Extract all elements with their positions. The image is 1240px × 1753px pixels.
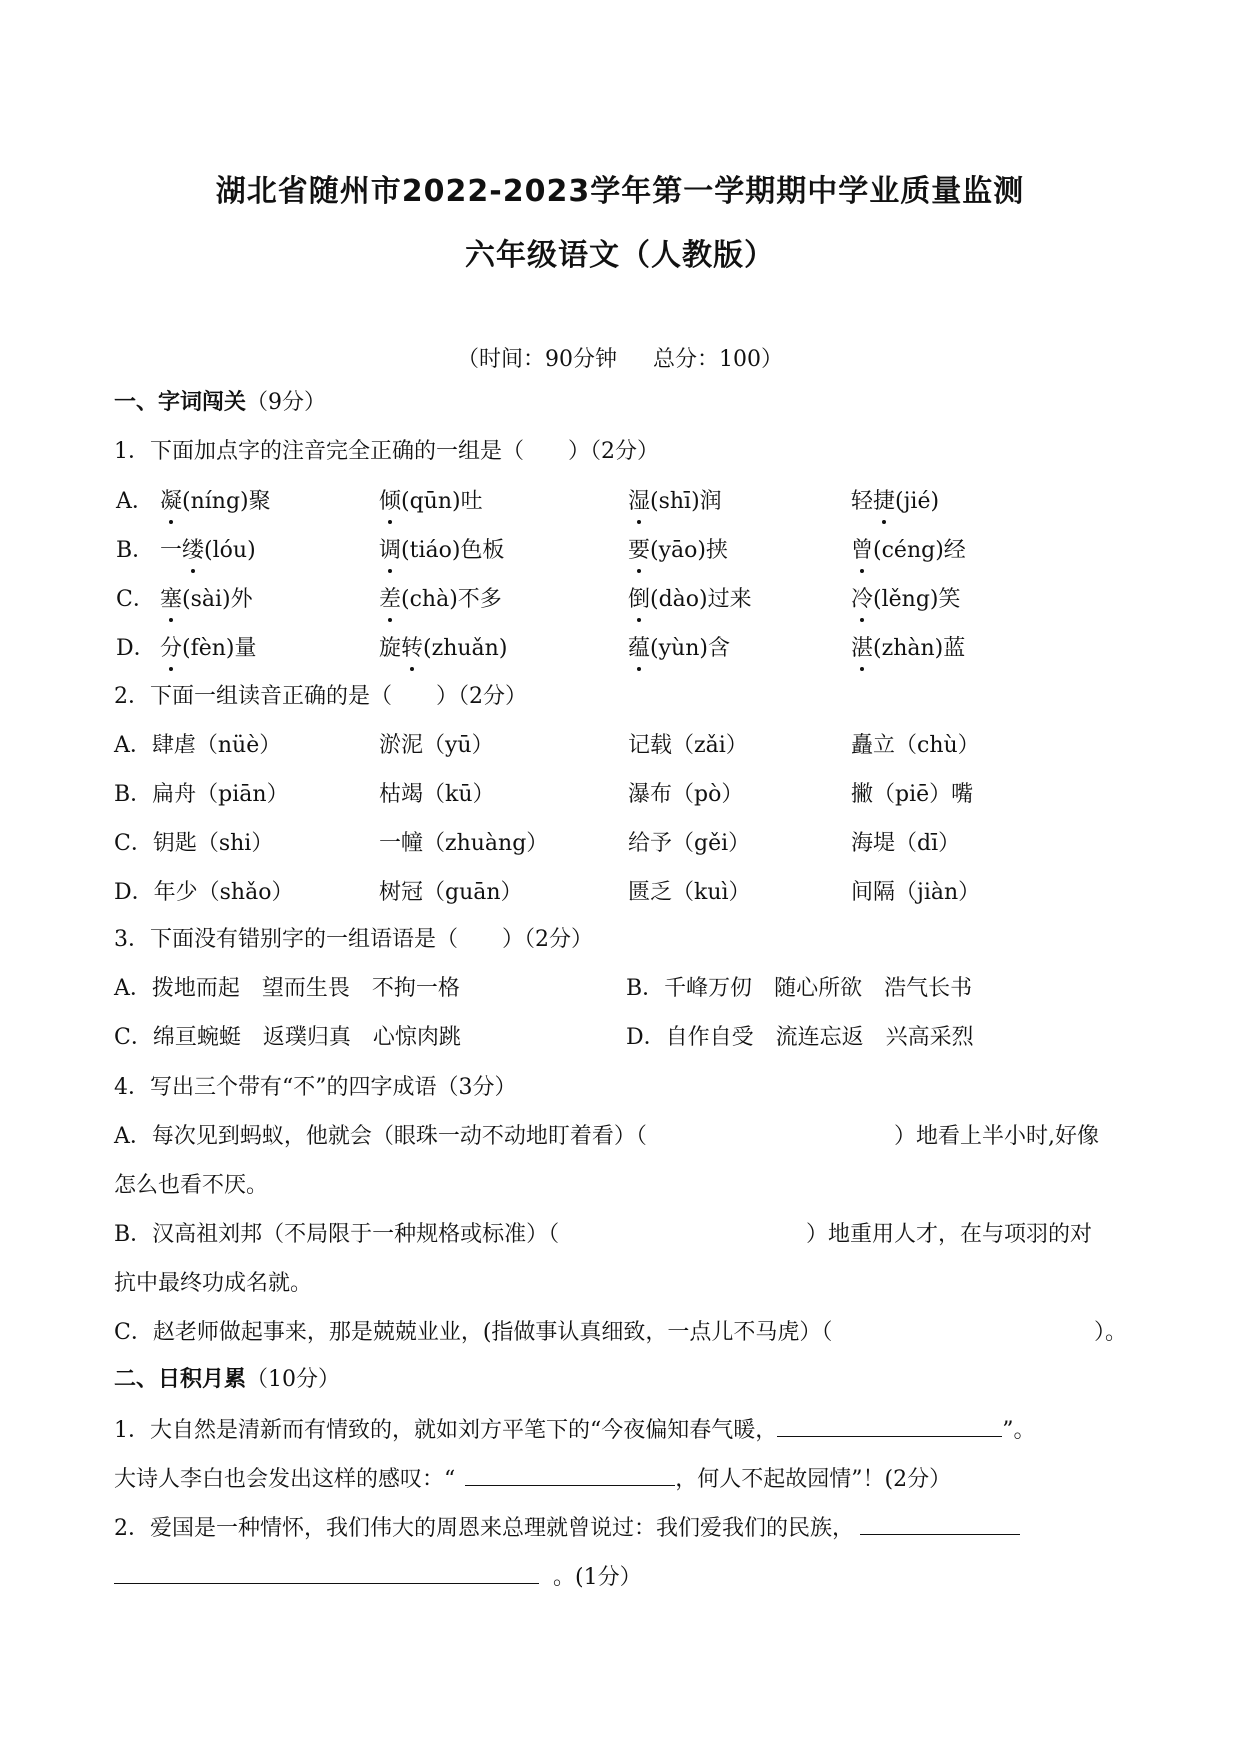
dotted-character: 塞 — [160, 585, 182, 615]
q2-option-word — [628, 878, 751, 908]
dotted-character: 分 — [160, 634, 182, 664]
q2-option-word — [851, 878, 980, 908]
q1-option-word — [851, 585, 961, 615]
time-limit: （时间：90分钟 — [457, 347, 617, 372]
word-prefix: 一 — [160, 538, 183, 563]
word-pinyin: (shī)润 — [650, 489, 722, 514]
word-with-pinyin: 撇（piē）嘴 — [851, 782, 974, 807]
question-4-b-line1 — [114, 1220, 559, 1250]
q2-option-word — [379, 829, 548, 859]
section2-q1-line1 — [114, 1414, 1036, 1446]
q4a-tail: ）地看上半小时,好像 — [894, 1124, 1099, 1149]
answer-blank[interactable] — [777, 1414, 1002, 1437]
dotted-character: 曾 — [851, 536, 873, 566]
q2-option-word — [628, 780, 743, 810]
question-4-a-line2: 怎么也看不厌。 — [114, 1173, 269, 1198]
word-pinyin: (sài)外 — [182, 587, 253, 612]
word-with-pinyin: 淤泥（yū） — [379, 733, 494, 758]
q1-option-word — [160, 487, 271, 517]
question-3-option-d: D．自作自受 流连忘返 兴高采烈 — [626, 1025, 974, 1050]
dotted-character: 缕 — [182, 536, 204, 566]
q1-option-word — [379, 536, 504, 566]
dotted-character: 要 — [628, 536, 650, 566]
q2-option-word — [851, 829, 960, 859]
q1-option-word — [628, 536, 728, 566]
word-pinyin: (céng)经 — [873, 538, 966, 563]
s2q1-close: ”。 — [1002, 1418, 1036, 1443]
section-heading-2 — [114, 1365, 340, 1395]
q2-option-letter: A． — [114, 733, 152, 758]
dotted-character: 蕴 — [628, 634, 650, 664]
word-pinyin: (zhuǎn) — [423, 636, 508, 661]
q1-option-word — [851, 536, 966, 566]
q2-option-word — [379, 878, 523, 908]
section2-q2-line2 — [114, 1561, 642, 1593]
word-pinyin: (lěng)笑 — [873, 587, 961, 612]
word-with-pinyin: 间隔（jiàn） — [851, 880, 981, 905]
word-with-pinyin: 匮乏（kuì） — [628, 880, 751, 905]
dotted-character: 倾 — [379, 487, 401, 517]
q1-option-word — [379, 634, 507, 664]
q2-option-word — [379, 780, 495, 810]
q1-option-word — [628, 487, 722, 517]
word-with-pinyin: 树冠（guān） — [379, 880, 523, 905]
dotted-character: 调 — [379, 536, 401, 566]
q4c-text: C．赵老师做起事来，那是兢兢业业，(指做事认真细致，一点儿不马虎）（ — [114, 1320, 833, 1345]
word-pinyin: (lóu) — [204, 538, 256, 563]
q2-option-word — [114, 829, 273, 859]
s2q2-close: 。(1分） — [553, 1565, 642, 1590]
word-pinyin: (níng)聚 — [182, 489, 271, 514]
dotted-character: 倒 — [628, 585, 650, 615]
q2-option-word — [851, 731, 980, 761]
section-label: 二、日积月累 — [114, 1367, 247, 1392]
dotted-character: 转 — [401, 634, 423, 664]
dotted-character: 捷 — [873, 487, 895, 517]
q2-option-word — [851, 780, 973, 810]
s2q1-close2: ，何人不起故园情”！(2分） — [675, 1467, 952, 1492]
dotted-character: 凝 — [160, 487, 182, 517]
word-with-pinyin: 给予（gěi） — [628, 831, 751, 856]
word-pinyin: (jié) — [895, 489, 940, 514]
answer-blank[interactable] — [465, 1463, 675, 1486]
section2-q1-line2 — [114, 1463, 951, 1495]
q2-option-word — [628, 731, 748, 761]
word-pinyin: (dào)过来 — [650, 587, 752, 612]
word-pinyin: (yùn)含 — [650, 636, 730, 661]
section-score: （9分） — [246, 390, 327, 415]
q2-option-word — [114, 731, 281, 761]
dotted-character: 湿 — [628, 487, 650, 517]
q2-option-word — [114, 878, 293, 908]
total-score: 总分：100） — [653, 347, 783, 372]
q1-option-word — [628, 585, 752, 615]
q2-option-letter: D． — [114, 880, 154, 905]
dotted-character: 冷 — [851, 585, 873, 615]
q1-option-word — [160, 634, 257, 664]
question-4-c-line1 — [114, 1318, 832, 1348]
exam-title: 湖北省随州市2022-2023学年第一学期期中学业质量监测 — [215, 174, 1025, 209]
word-with-pinyin: 瀑布（pò） — [628, 782, 744, 807]
word-pinyin: (fèn)量 — [182, 636, 257, 661]
word-pinyin: (yāo)挟 — [650, 538, 728, 563]
dotted-character: 湛 — [851, 634, 873, 664]
word-pinyin: (zhàn)蓝 — [873, 636, 966, 661]
word-with-pinyin: 枯竭（kū） — [379, 782, 495, 807]
q4b-tail: ）地重用人才，在与项羽的对 — [806, 1222, 1093, 1247]
q1-option-letter: D． — [116, 636, 156, 661]
q2-option-word — [379, 731, 494, 761]
q1-option-word — [851, 487, 939, 517]
section2-q2-line1 — [114, 1512, 1020, 1544]
word-with-pinyin: 年少（shǎo） — [153, 880, 294, 905]
q2-option-word — [114, 780, 289, 810]
question-4-stem: 4．写出三个带有“不”的四字成语（3分） — [114, 1075, 517, 1100]
exam-meta — [0, 342, 1240, 373]
word-pinyin: (chà)不多 — [401, 587, 502, 612]
q1-option-word — [160, 585, 253, 615]
word-with-pinyin: 肆虐（nüè） — [151, 733, 282, 758]
word-with-pinyin: 钥匙（shi） — [152, 831, 274, 856]
q1-option-word — [851, 634, 965, 664]
q1-option-word — [628, 634, 730, 664]
dotted-character: 差 — [379, 585, 401, 615]
word-with-pinyin: 一幢（zhuàng） — [379, 831, 549, 856]
section-heading-1 — [114, 388, 326, 418]
answer-blank[interactable] — [114, 1561, 539, 1584]
word-with-pinyin: 矗立（chù） — [851, 733, 980, 758]
word-pinyin: (qūn)吐 — [401, 489, 483, 514]
q4a-text: A．每次见到蚂蚁，他就会（眼珠一动不动地盯着看）（ — [114, 1124, 647, 1149]
word-prefix: 旋 — [379, 636, 402, 661]
word-with-pinyin: 扁舟（piān） — [152, 782, 289, 807]
q2-option-letter: C． — [114, 831, 153, 856]
q4c-tail: ）。 — [1094, 1320, 1128, 1345]
question-3-option-a: A．拨地而起 望而生畏 不拘一格 — [114, 976, 460, 1001]
q2-option-word — [628, 829, 750, 859]
s2q2-prompt: 2．爱国是一种情怀，我们伟大的周恩来总理就曾说过：我们爱我们的民族， — [114, 1516, 854, 1541]
q1-option-word — [379, 585, 502, 615]
section-score: （10分） — [246, 1367, 341, 1392]
word-prefix: 轻 — [851, 489, 874, 514]
question-3-option-b: B．千峰万仞 随心所欲 浩气长书 — [626, 976, 973, 1001]
question-4-b-line2: 抗中最终功成名就。 — [114, 1271, 313, 1296]
q2-option-letter: B． — [114, 782, 153, 807]
q1-option-word — [160, 536, 256, 566]
s2q1-prompt2: 大诗人李白也会发出这样的感叹：“ — [114, 1467, 456, 1492]
section-label: 一、字词闯关 — [114, 390, 247, 415]
question-2-stem: 2．下面一组读音正确的是（ ）（2分） — [114, 684, 527, 709]
question-3-option-c: C．绵亘蜿蜓 返璞归真 心惊肉跳 — [114, 1025, 461, 1050]
exam-subtitle: 六年级语文（人教版） — [465, 238, 775, 273]
word-with-pinyin: 海堤（dī） — [851, 831, 961, 856]
answer-blank[interactable] — [860, 1512, 1020, 1535]
question-3-stem: 3．下面没有错别字的一组语语是（ ）（2分） — [114, 927, 593, 952]
question-1-stem: 1．下面加点字的注音完全正确的一组是（ ）（2分） — [114, 439, 659, 464]
question-4-a-line1 — [114, 1122, 647, 1152]
q1-option-letter: B． — [116, 538, 155, 563]
word-pinyin: (tiáo)色板 — [401, 538, 505, 563]
s2q1-prompt: 1．大自然是清新而有情致的，就如刘方平笔下的“今夜偏知春气暖， — [114, 1418, 778, 1443]
q1-option-letter: C． — [116, 587, 155, 612]
word-with-pinyin: 记载（zǎi） — [628, 733, 748, 758]
q1-option-word — [379, 487, 483, 517]
q1-option-letter: A． — [116, 489, 154, 514]
q4b-text: B．汉高祖刘邦（不局限于一种规格或标准）（ — [114, 1222, 560, 1247]
